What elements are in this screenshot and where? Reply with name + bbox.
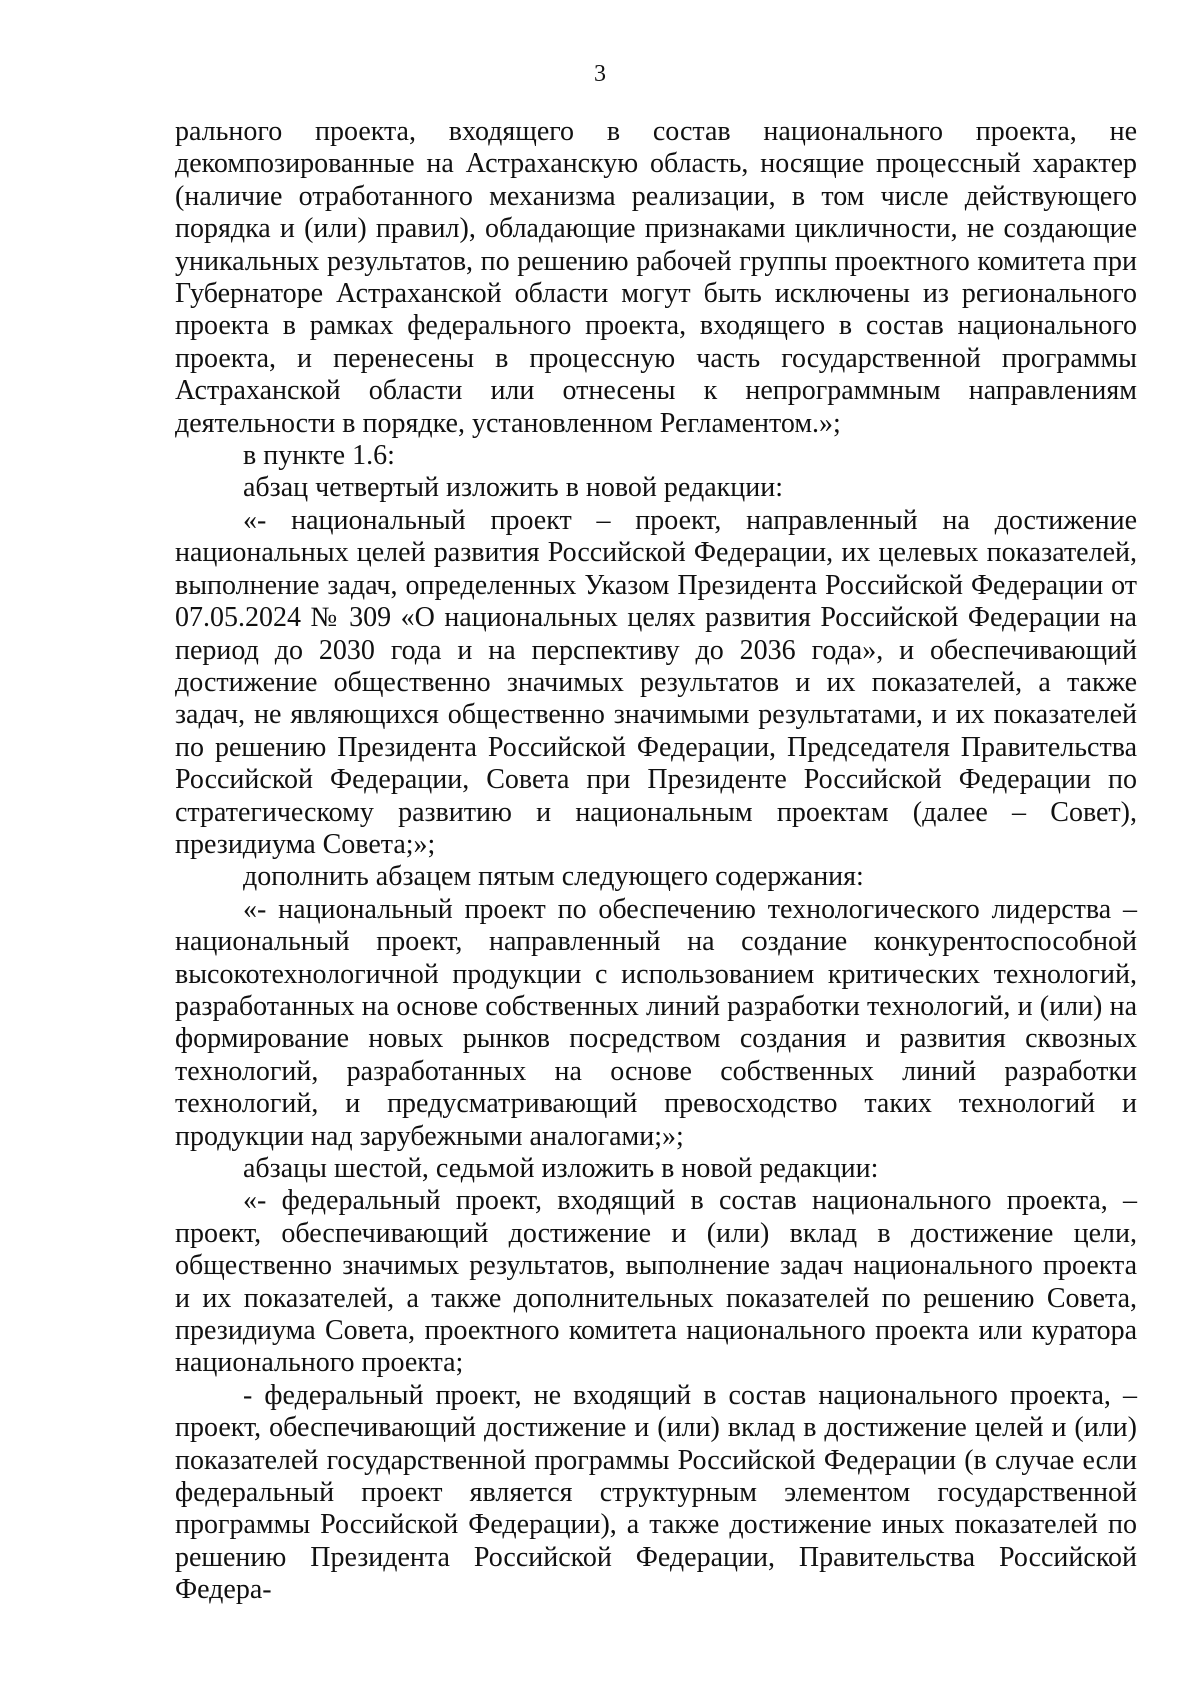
page-number: 3 xyxy=(594,61,606,87)
paragraph-federal-project-in-national: «- федеральный проект, входящий в состав национального проекта, – проект, обеспечивающий достижение и (или) вклад в достижение цели, общественно значимых результатов, выполнение задач национального проекта и их показателей, а также дополнительных показателей по решению Совета, президиума Совета, проектного комитета национального проекта или куратора национального проекта; xyxy=(175,1185,1137,1379)
paragraph-continuation: рального проекта, входящего в состав национального проекта, не декомпозированные на Астраханскую область, носящие процессный характер (наличие отработанного механизма реализации, в том числе действующего порядка и (или) правил), обладающие признаками цикличности, не создающие уникальных результатов, по решению рабочей группы проектного комитета при Губернаторе Астраханской области могут быть исключены из регионального проекта в рамках федерального проекта, входящего в состав национального проекта, и перенесены в процессную часть государственной программы Астраханской области или отнесены к непрограммным направлениям деятельности в порядке, установленном Регламентом.»; xyxy=(175,116,1137,439)
paragraph-tech-leadership-definition: «- национальный проект по обеспечению технологического лидерства – национальный проект, направленный на создание конкурентоспособной высокотехнологичной продукции с использованием критических технологий, разработанных на основе собственных линий разработки технологий, и (или) на формирование новых рынков посредством создания и развития сквозных технологий, разработанных на основе собственных линий разработки технологий, и предусматривающий превосходство таких технологий и продукции над зарубежными аналогами;»; xyxy=(175,893,1137,1152)
paragraph-instruction-sixth-seventh: абзацы шестой, седьмой изложить в новой редакции: xyxy=(243,1153,879,1184)
paragraph-instruction-fifth: дополнить абзацем пятым следующего содержания: xyxy=(243,861,864,893)
paragraph-item-1-6: в пункте 1.6: xyxy=(243,440,395,472)
paragraph-instruction-fourth: абзац четвертый изложить в новой редакции: xyxy=(243,472,783,504)
paragraph-national-project-definition: «- национальный проект – проект, направленный на достижение национальных целей развития Российской Федерации, их целевых показателей, выполнение задач, определенных Указом Президента Российской Федерации от 07.05.2024 № 309 «О национальных целях развития Российской Федерации на период до 2030 года и на перспективу до 2036 года», и обеспечивающий достижение общественно значимых результатов и их показателей, а также задач, не являющихся общественно значимыми результатами, и их показателей по решению Президента Российской Федерации, Председателя Правительства Российской Федерации, Совета при Президенте Российской Федерации по стратегическому развитию и национальным проектам (далее – Совет), президиума Совета;»; xyxy=(175,504,1137,860)
document-body xyxy=(175,116,1137,1607)
paragraph-federal-project-not-in-national: - федеральный проект, не входящий в состав национального проекта, – проект, обеспечивающий достижение и (или) вклад в достижение целей и (или) показателей государственной программы Российской Федерации (в случае если федеральный проект является структурным элементом государственной программы Российской Федерации), а также достижение иных показателей по решению Президента Российской Федерации, Правительства Российской Федера- xyxy=(175,1379,1137,1606)
